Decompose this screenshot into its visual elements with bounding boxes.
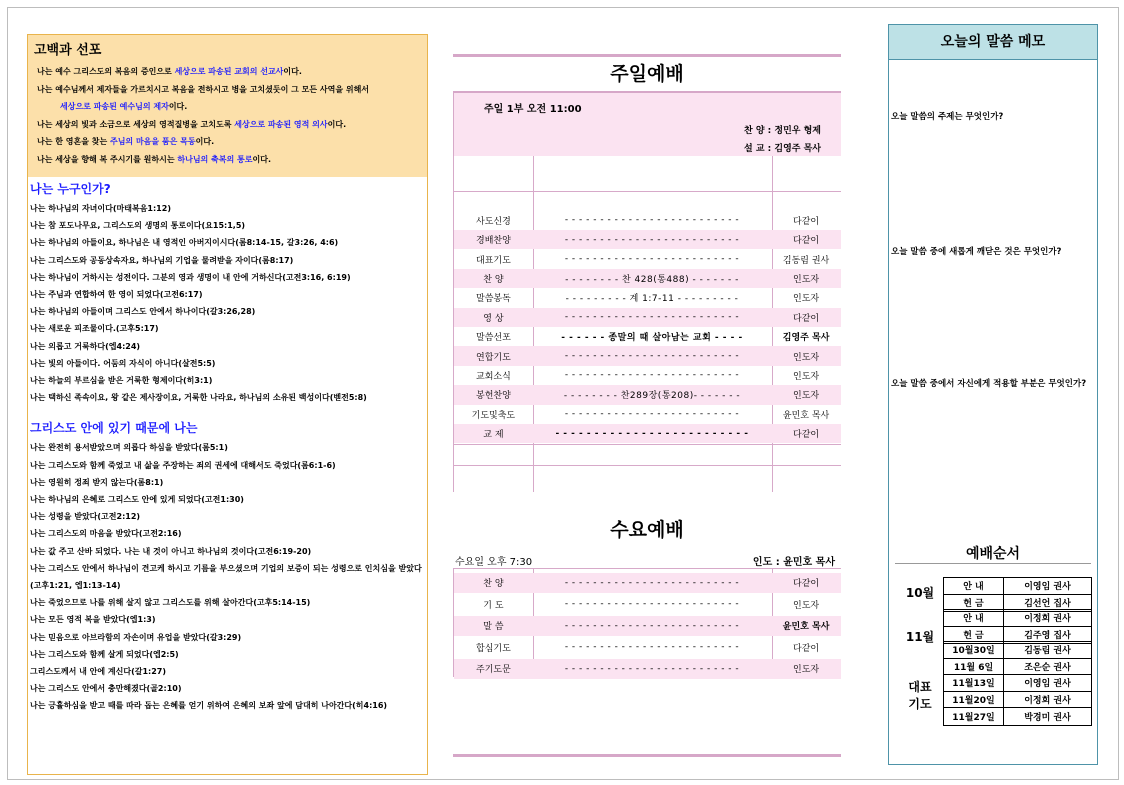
list-item: 나는 주님과 연합하여 한 영이 되었다(고전6:17) [30,290,203,300]
table-row [454,659,841,679]
table-row [454,595,841,615]
order-role: 10월30일 [944,642,1004,658]
row-line [454,191,841,192]
list-item: 나는 그리스도 안에서 충만해졌다(골2:10) [30,684,182,694]
order-person: 이정희 권사 [1024,614,1071,625]
sunday-table [453,93,841,492]
row-content: - - - - - - - - - - - - - - - - - - - - - - - - - [564,351,740,362]
memo-question-2: 오늘 말씀 중에 새롭게 깨닫은 것은 무엇인가? [891,247,1062,257]
sunday-praise: 찬 양 : 정민우 형제 [744,126,821,136]
order-group-11 [943,609,1092,644]
row-name: 경배찬양 [476,236,511,247]
row-name: 주기도문 [476,665,511,676]
row-name: 연합기도 [476,352,511,363]
list-item: 나는 성령을 받았다(고전2:12) [30,512,141,522]
row-leader: 다같이 [793,313,820,324]
sunday-title: 주일예배 [610,63,684,85]
list-item: 나는 영원히 정죄 받지 않는다(롬8:1) [30,477,164,487]
confession-text: 나는 예수 그리스도의 복음의 증인으로 [37,67,175,76]
list-item: 나는 믿음으로 아브라함의 자손이며 유업을 받았다(갈3:29) [30,632,242,642]
table-row [454,230,841,250]
table-row [454,385,841,405]
confession-box [28,35,427,177]
left-column [27,34,428,775]
list-item: 나는 긍휼하심을 받고 때를 따라 돕는 은혜를 얻기 위하여 은혜의 보좌 앞에 담대히 나아간다(히4:16) [30,701,388,711]
table-row [454,269,841,289]
order-person: 이영임 권사 [1024,582,1071,593]
memo-question-3: 오늘 말씀 중에서 자신에게 적용할 부분은 무엇인가? [891,379,1087,389]
list-item: 나는 그리스도의 마음을 받았다(고전2:16) [30,529,182,539]
row-name: 말씀선포 [476,333,511,344]
confession-title: 고백과 선포 [34,43,102,58]
list-item: 나는 하나님의 아들이며 그리스도 안에서 하나이다(갈3:26,28) [30,307,256,317]
list-item: 나는 빛의 아들이다. 어둠의 자식이 아니다(살전5:5) [30,358,216,368]
row-leader: 인도자 [793,274,820,285]
order-person: 김동림 권사 [1024,646,1071,657]
memo-title: 오늘의 말씀 메모 [889,25,1097,60]
row-name: 대표기도 [476,255,511,266]
order-person: 이영임 권사 [1024,679,1071,690]
order-role: 안 내 [944,610,1004,626]
row-content: - - - - - - - - - - - - - - - - - - - - - - - - - [564,663,740,674]
list-item: 나는 모든 영적 복을 받았다(엡1:3) [30,615,156,625]
inchrist-title: 그리스도 안에 있기 때문에 나는 [30,421,198,436]
divider [453,754,841,757]
list-item: 나는 하나님의 아들이요, 하나님은 내 영적인 아버지이시다(롬8:14-15, 갈3:26, 4:6) [30,238,339,248]
list-item: 나는 새로운 피조물이다.(고후5:17) [30,324,159,334]
order-row [944,675,1091,692]
row-name: 합심기도 [476,643,511,654]
order-group-10 [943,577,1092,612]
memo-column [888,24,1098,765]
confession-highlight: 세상으로 파송된 영적 의사 [234,119,328,129]
row-content: - - - - - - - - - 계 1:7-11 - - - - - - - - - [565,294,739,305]
list-item: 나는 택하신 족속이요, 왕 같은 제사장이요, 거룩한 나라요, 하나님의 소유된 백성이다(벧전5:8) [30,393,367,403]
order-row [944,642,1091,659]
order-person: 이정희 권사 [1024,695,1071,706]
order-row [944,610,1091,627]
list-item: 나는 그리스도와 공동상속자요, 하나님의 기업을 물려받을 자이다(롬8:17) [30,255,294,265]
table-row [454,424,841,444]
row-leader: 윤민호 목사 [782,622,830,633]
inchrist-section [28,406,427,714]
list-item: 나는 하나님의 은혜로 그리스도 안에 있게 되었다(고전1:30) [30,495,244,505]
worship-column [453,54,841,676]
order-row [944,708,1091,725]
confession-line [34,81,421,99]
who-title: 나는 누구인가? [30,182,111,196]
row-content: - - - - - - - - - - - - - - - - - - - - - - - - - [564,642,740,653]
row-leader: 다같이 [793,579,820,590]
order-role: 안 내 [944,578,1004,594]
confession-text: 이다. [252,154,271,164]
row-leader: 인도자 [793,294,820,305]
row-name: 기도및축도 [471,410,516,421]
row-leader: 윤민호 목사 [782,410,830,421]
row-content: - - - - - - - - - - - - - - - - - - - - - - - - - [564,599,740,610]
order-person: 김선언 집사 [1024,599,1071,610]
order-role: 헌 금 [944,595,1004,612]
row-name: 찬 양 [483,274,504,285]
row-leader: 다같이 [793,236,820,247]
list-item: 나는 참 포도나무요, 그리스도의 생명의 통로이다(요15:1,5) [30,221,246,231]
order-person: 박경미 권사 [1024,712,1071,723]
row-leader: 다같이 [793,430,820,441]
table-row [454,346,841,366]
list-item: 나는 그리스도 안에서 하나님이 견고케 하시고 기름을 부으셨으며 기업의 보증이 되는 성령으로 인치심을 받았다(고후1:21, 엡1:13-14) [30,563,422,591]
row-content: - - - - - - - - - - - - - - - - - - - - - - - - - [564,312,740,323]
row-leader: 인도자 [793,371,820,382]
list-item: 나는 죽었으므로 나를 위해 살지 않고 그리스도를 위해 살아간다(고후5:14-15) [30,598,311,608]
confession-text: 이다. [327,119,347,129]
order-role: 11월13일 [944,675,1004,691]
memo-question-1: 오늘 말씀의 주제는 무엇인가? [891,112,1004,122]
row-content: - - - - - - - - - - - - - - - - - - - - - - - - - [555,428,749,439]
row-content: - - - - - - - - - - - - - - - - - - - - - - - - - [564,577,740,588]
row-name: 교회소식 [476,371,511,382]
row-content: - - - - - - - - - - - - - - - - - - - - - - - - - [564,409,740,420]
row-leader: 인도자 [793,600,820,611]
confession-line [34,116,421,134]
row-content: - - - - - - - - - - - - - - - - - - - - - - - - - [564,620,740,631]
list-item: 나는 하나님이 거하시는 성전이다. 그분의 영과 생명이 내 안에 거하신다(고전3:16, 6:19) [30,272,351,282]
wednesday-time: 수요일 오후 7:30 [455,557,533,568]
list-item: 나는 완전히 용서받았으며 의롭다 하심을 받았다(롬5:1) [30,443,228,453]
row-name: 교 제 [483,430,504,441]
row-content: - - - - - - - - 찬289장(통208)- - - - - - - [563,391,741,402]
row-content: - - - - - - - - 찬 428(통488) - - - - - - - [565,274,739,285]
order-row [944,578,1091,595]
row-name: 말씀봉독 [476,294,511,305]
confession-text: 나는 예수님께서 제자들을 가르치시고 복음을 전하시고 병을 고치셨듯이 그 모든 사역을 위해서 [37,84,370,94]
confession-line [34,133,421,151]
order-role: 헌 금 [944,627,1004,644]
confession-highlight: 세상으로 파송된 교회의 선교사 [174,67,284,76]
row-content: - - - - - - 종말의 때 살아남는 교회 - - - - [561,333,743,344]
order-row [944,692,1091,709]
confession-line [34,98,421,116]
order-row [944,659,1091,676]
order-person: 김주영 집사 [1024,631,1071,642]
row-name: 사도신경 [476,216,511,227]
table-row [454,211,841,231]
row-leader: 김동림 권사 [782,255,830,266]
row-name: 찬 양 [483,579,504,590]
row-name: 말 씀 [483,622,504,633]
wednesday-title: 수요예배 [610,519,684,541]
list-item: 나는 값 주고 산바 되었다. 나는 내 것이 아니고 하나님의 것이다(고전6:19-20) [30,546,312,556]
wednesday-table [453,569,841,677]
row-content: - - - - - - - - - - - - - - - - - - - - - - - - - [564,234,740,245]
confession-text: 이다. [195,137,215,146]
row-line [454,444,841,445]
confession-text: 나는 세상을 향해 복 주시기를 원하시는 [37,154,178,164]
row-content: - - - - - - - - - - - - - - - - - - - - - - - - - [564,254,740,265]
order-month-10: 10월 [905,586,935,600]
table-row [454,405,841,425]
list-item: 나는 의롭고 거룩하다(엡4:24) [30,341,141,351]
order-role: 11월 6일 [944,659,1004,675]
confession-highlight: 주님의 마음을 품은 목동 [109,137,196,146]
row-name: 영 상 [483,313,504,324]
order-prayer-label: 대표 기도 [908,680,932,711]
row-content: - - - - - - - - - - - - - - - - - - - - - - - - - [564,215,740,226]
order-role: 11월20일 [944,692,1004,708]
list-item: 그리스도께서 내 안에 계신다(갈1:27) [30,667,167,677]
list-item: 나는 하늘의 부르심을 받은 거룩한 형제이다(히3:1) [30,376,213,386]
sunday-header [454,93,841,156]
row-leader: 인도자 [793,665,820,676]
table-row [454,249,841,269]
confession-text: 나는 한 영혼을 찾는 [37,137,110,146]
order-month-11: 11월 [905,630,935,644]
row-leader: 인도자 [793,391,820,402]
confession-text: 나는 세상의 빛과 소금으로 세상의 영적질병을 고치도록 [37,119,235,129]
order-group-prayer [943,641,1092,726]
divider [895,563,1091,564]
table-row [454,573,841,593]
confession-line [34,151,421,169]
row-leader: 인도자 [793,352,820,363]
list-item: 나는 그리스도와 함께 죽었고 내 삶을 주장하는 죄의 권세에 대해서도 죽었다(롬6:1-6) [30,460,336,470]
wednesday-leader: 인도 : 윤민호 목사 [752,557,835,568]
table-row [454,327,841,347]
order-role: 11월27일 [944,708,1004,725]
confession-highlight: 세상으로 파송된 예수님의 제자 [60,102,169,111]
confession-text: 이다. [283,67,302,76]
row-name: 봉헌찬양 [476,391,511,402]
list-item: 나는 하나님의 자녀이다(마태복음1:12) [30,204,171,213]
confession-highlight: 하나님의 축복의 통로 [177,154,253,164]
list-item: 나는 그리스도와 함께 살게 되었다(엡2:5) [30,649,179,659]
order-person: 조은순 권사 [1024,662,1071,673]
wednesday-header [453,550,841,569]
sunday-sermon: 설 교 : 김영주 목사 [744,144,821,154]
table-row [454,638,841,658]
table-row [454,616,841,636]
table-row [454,366,841,386]
confession-line [34,63,421,81]
sunday-time: 주일 1부 오전 11:00 [484,104,582,115]
who-section [28,177,427,406]
row-leader: 다같이 [793,643,820,654]
row-name: 기 도 [483,600,504,611]
row-content: - - - - - - - - - - - - - - - - - - - - - - - - - [564,370,740,381]
row-line [454,465,841,466]
table-row [454,308,841,328]
order-title: 예배순서 [965,546,1021,562]
table-row [454,288,841,308]
confession-text: 이다. [168,102,188,111]
row-leader: 김영주 목사 [782,333,830,344]
row-leader: 다같이 [793,216,820,227]
